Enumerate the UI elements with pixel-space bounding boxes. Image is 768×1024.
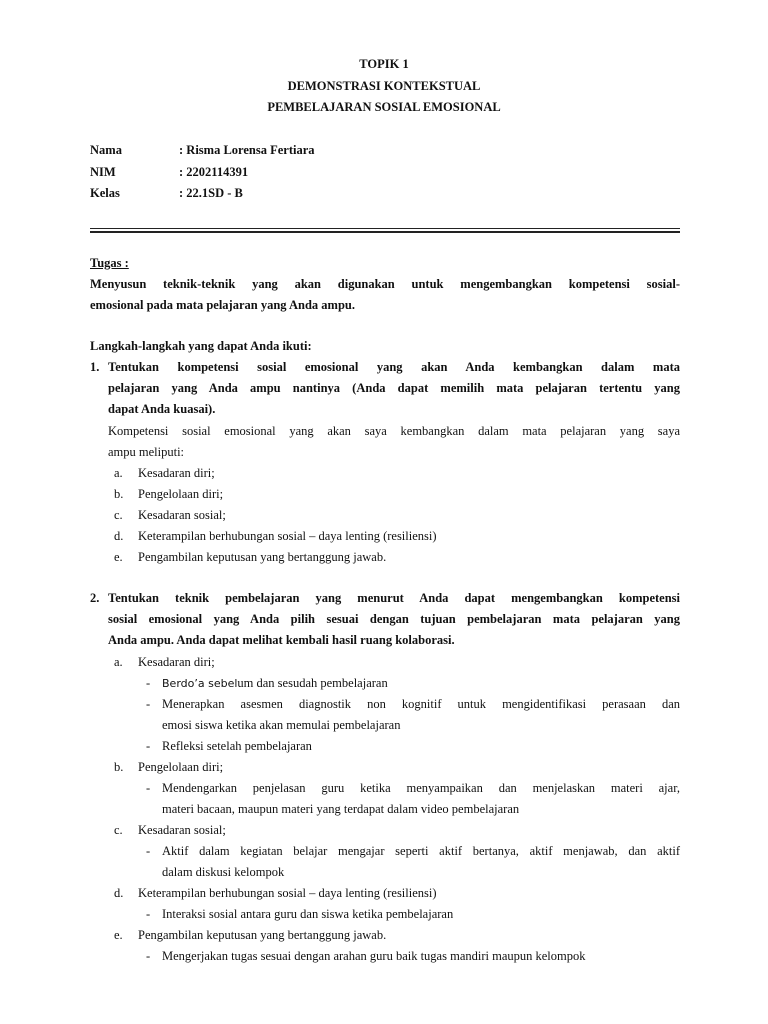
sub-item-cont: dalam diskusi kelompok bbox=[162, 865, 285, 879]
list-letter: c. bbox=[114, 823, 123, 837]
list-letter: c. bbox=[114, 508, 123, 522]
step-1-line-1: Tentukan kompetensi sosial emosional yang akan Anda kembangkan dalam mata bbox=[108, 360, 680, 374]
steps-heading: Langkah-langkah yang dapat Anda ikuti: bbox=[90, 339, 312, 353]
sub-item-cont: emosi siswa ketika akan memulai pembelajaran bbox=[162, 718, 401, 732]
dash-bullet: - bbox=[146, 697, 151, 711]
list-item: Kesadaran diri; bbox=[138, 655, 215, 669]
step-1-answer-line-1: Kompetensi sosial emosional yang akan saya kembangkan dalam mata pelajaran yang saya bbox=[108, 424, 680, 438]
topic-heading: PEMBELAJARAN SOSIAL EMOSIONAL bbox=[267, 100, 501, 114]
step-1-line-2: pelajaran yang Anda ampu nantinya (Anda dapat memilih mata pelajaran tertentu yang bbox=[108, 381, 680, 395]
step-2-line-2: sosial emosional yang Anda pilih sesuai dengan tujuan pembelajaran mata pelajaran yang bbox=[108, 612, 680, 626]
task-line-2: emosional pada mata pelajaran yang Anda ampu. bbox=[90, 298, 355, 312]
list-item: Kesadaran diri; bbox=[138, 466, 215, 480]
list-letter: e. bbox=[114, 550, 123, 564]
list-item: Pengambilan keputusan yang bertanggung jawab. bbox=[138, 928, 387, 942]
list-letter: a. bbox=[114, 466, 123, 480]
sub-item-cont: materi bacaan, maupun materi yang terdapat dalam video pembelajaran bbox=[162, 802, 520, 816]
sub-item: Menerapkan asesmen diagnostik non kognitif untuk mengidentifikasi perasaan dan bbox=[162, 697, 680, 711]
class-label: Kelas bbox=[90, 186, 120, 200]
dash-bullet: - bbox=[146, 949, 151, 963]
step-1-answer-line-2: ampu meliputi: bbox=[108, 445, 185, 459]
list-item: Kesadaran sosial; bbox=[138, 508, 226, 522]
list-letter: d. bbox=[114, 886, 124, 900]
topic-title: TOPIK 1 bbox=[359, 57, 409, 71]
class-value: : 22.1SD - B bbox=[179, 186, 243, 200]
step-2-line-1: Tentukan teknik pembelajaran yang menurut Anda dapat mengembangkan kompetensi bbox=[108, 591, 680, 605]
list-letter: d. bbox=[114, 529, 124, 543]
list-item: Keterampilan berhubungan sosial – daya lenting (resiliensi) bbox=[138, 886, 437, 900]
sub-item: Mendengarkan penjelasan guru ketika menyampaikan dan menjelaskan materi ajar, bbox=[162, 781, 680, 795]
sub-item: Mengerjakan tugas sesuai dengan arahan guru baik tugas mandiri maupun kelompok bbox=[162, 949, 586, 963]
nim-label: NIM bbox=[90, 165, 116, 179]
sub-item: Refleksi setelah pembelajaran bbox=[162, 739, 312, 753]
step-2-line-3: Anda ampu. Anda dapat melihat kembali hasil ruang kolaborasi. bbox=[108, 633, 455, 647]
task-line-1: Menyusun teknik-teknik yang akan digunakan untuk mengembangkan kompetensi sosial- bbox=[90, 277, 680, 291]
divider-bottom-line bbox=[90, 231, 680, 233]
dash-bullet: - bbox=[146, 907, 151, 921]
list-letter: b. bbox=[114, 487, 124, 501]
dash-bullet: - bbox=[146, 781, 151, 795]
step-1-number: 1. bbox=[90, 360, 100, 374]
list-letter: e. bbox=[114, 928, 123, 942]
name-label: Nama bbox=[90, 143, 122, 157]
dash-bullet: - bbox=[146, 844, 151, 858]
dash-bullet: - bbox=[146, 676, 151, 690]
list-item: Keterampilan berhubungan sosial – daya lenting (resiliensi) bbox=[138, 529, 437, 543]
topic-subtitle: DEMONSTRASI KONTEKSTUAL bbox=[287, 79, 481, 93]
sub-item-rest: um dan sesudah pembelajaran bbox=[237, 676, 388, 690]
sub-item: Interaksi sosial antara guru dan siswa ketika pembelajaran bbox=[162, 907, 454, 921]
nim-value: : 2202114391 bbox=[179, 165, 249, 179]
name-value: : Risma Lorensa Fertiara bbox=[179, 143, 315, 157]
dash-bullet: - bbox=[146, 739, 151, 753]
list-item: Kesadaran sosial; bbox=[138, 823, 226, 837]
step-1-line-3: dapat Anda kuasai). bbox=[108, 402, 216, 416]
step-2-number: 2. bbox=[90, 591, 100, 605]
divider-top-line bbox=[90, 228, 680, 229]
list-letter: a. bbox=[114, 655, 123, 669]
list-letter: b. bbox=[114, 760, 124, 774]
sub-item bbox=[162, 675, 388, 692]
list-item: Pengelolaan diri; bbox=[138, 487, 224, 501]
list-item: Pengelolaan diri; bbox=[138, 760, 224, 774]
task-heading: Tugas : bbox=[90, 256, 129, 270]
list-item: Pengambilan keputusan yang bertanggung jawab. bbox=[138, 550, 387, 564]
sub-item: Aktif dalam kegiatan belajar mengajar seperti aktif bertanya, aktif menjawab, dan aktif bbox=[162, 844, 680, 858]
sub-item-sans-part: Berdo’a sebel bbox=[162, 677, 238, 690]
